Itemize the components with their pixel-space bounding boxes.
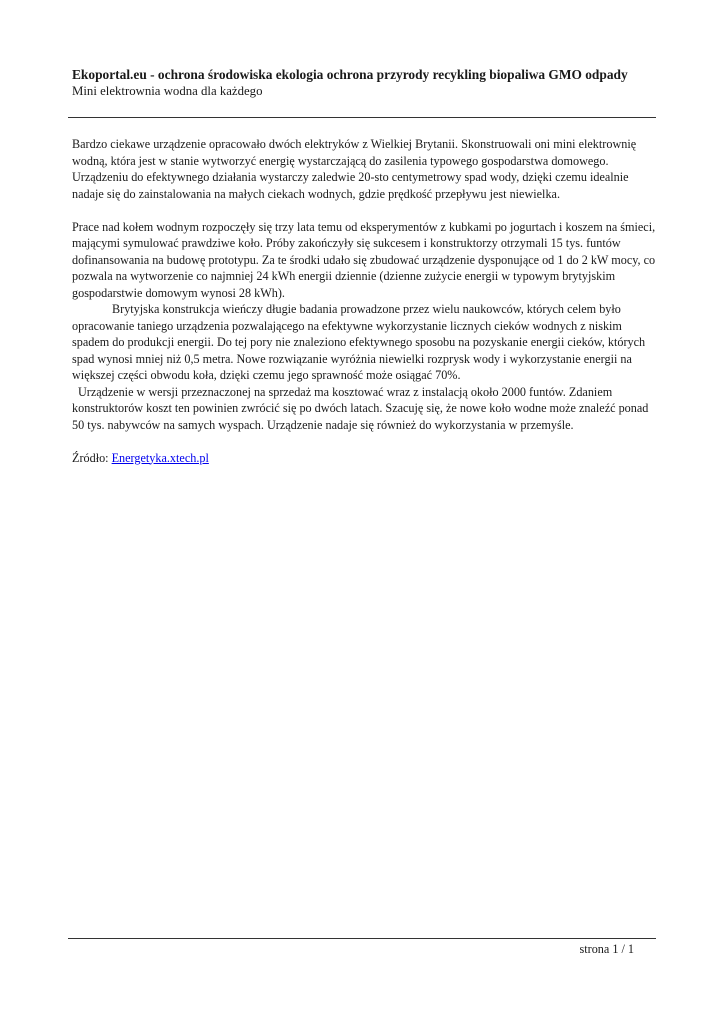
site-title: Ekoportal.eu - ochrona środowiska ekologia ochrona przyrody recykling biopaliwa GMO odpady bbox=[72, 67, 628, 82]
paragraph-price: Urządzenie w wersji przeznaczonej na sprzedaż ma kosztować wraz z instalacją około 2000 funtów. Zdaniem konstruktorów koszt ten powinien zwrócić się po dwóch latach. Szacuję się, że nowe koło wodne może znaleźć ponad 50 tys. nabywców na samych wyspach. Urządzenie nadaje się również do wykorzystania w przemyśle. bbox=[72, 384, 649, 432]
page-number: strona 1 / 1 bbox=[579, 942, 634, 956]
footer-divider bbox=[68, 938, 656, 939]
paragraph-history: Prace nad kołem wodnym rozpoczęły się trzy lata temu od eksperymentów z kubkami po jogurtach i koszem na śmieci, mającymi symulować prawdziwe koło. Próby zakończyły się sukcesem i konstruktorzy otrzymali 15 tys. funtów dofinansowania na budowę prototypu. Za te środki udało się zbudować urządzenie dysponujące od 1 do 2 kW mocy, co pozwala na wytworzenie co najmniej 24 kWh energii dziennie (dzienne zużycie energii w typowym brytyjskim gospodarstwie domowym wynosi 28 kWh). bbox=[72, 219, 656, 300]
page-header bbox=[72, 66, 662, 99]
article-body bbox=[72, 136, 658, 466]
paragraph-research: Brytyjska konstrukcja wieńczy długie badania prowadzone przez wielu naukowców, których celem było opracowanie taniego urządzenia pozwalającego na efektywne wykorzystanie licznych cieków wodnych z niskim spadem do produkcji energii. Do tej pory nie znaleziono efektywnego sposobu na pozyskanie energii cieków, których spad wynosi mniej niż 0,5 metra. Nowe rozwiązanie wyróżnia niewielki rozprysk wody i wykorzystanie energii na większej części obwodu koła, dzięki czemu jego sprawność może osiągać 70%. bbox=[72, 302, 646, 382]
source-line bbox=[72, 450, 658, 467]
header-divider bbox=[68, 117, 656, 118]
source-label: Źródło: bbox=[72, 450, 112, 465]
article-title: Mini elektrownia wodna dla każdego bbox=[72, 84, 263, 98]
paragraph-intro: Bardzo ciekawe urządzenie opracowało dwóch elektryków z Wielkiej Brytanii. Skonstruowali oni mini elektrownię wodną, która jest w stanie wytworzyć energię wystarczającą do zasilenia typowego gospodarstwa domowego. Urządzeniu do efektywnego działania wystarczy zaledwie 20-sto centymetrowy spad wody, dzięki czemu idealnie nadaje się do zainstalowania na małych ciekach wodnych, gdzie prędkość przepływu jest niewielka. bbox=[72, 137, 637, 201]
source-link[interactable]: Energetyka.xtech.pl bbox=[111, 450, 209, 465]
